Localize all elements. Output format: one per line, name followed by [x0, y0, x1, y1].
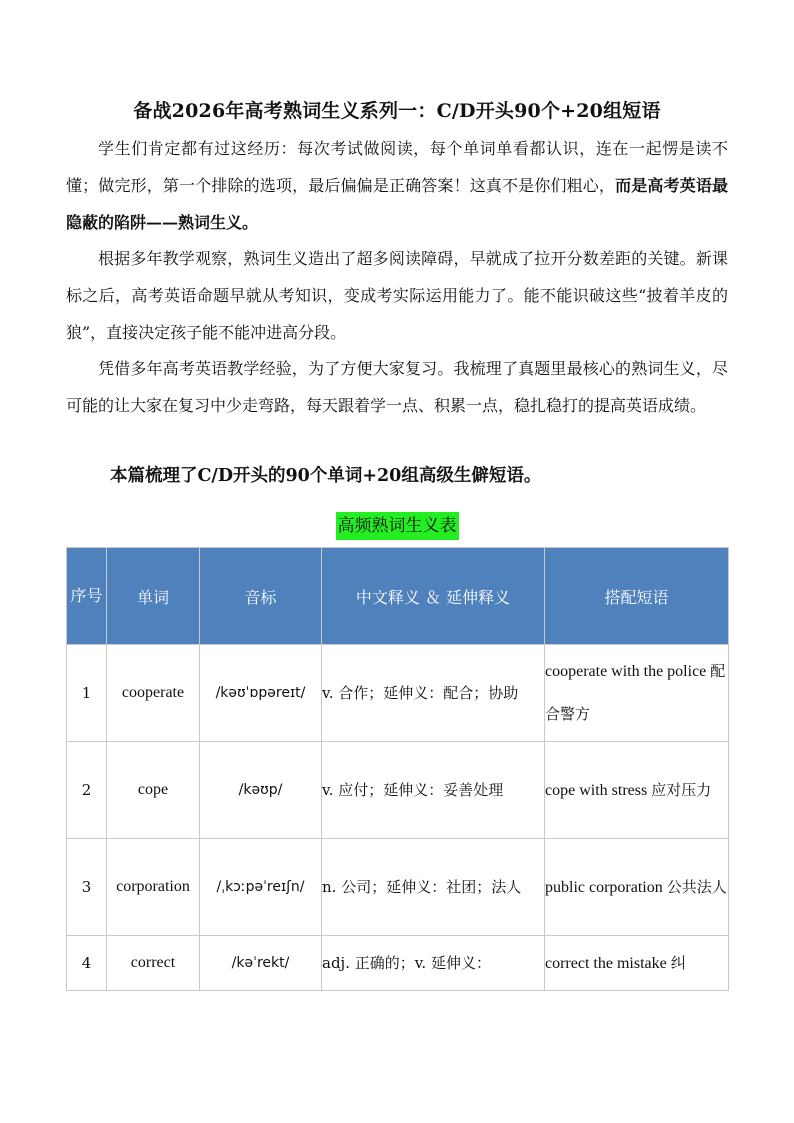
row-phrase [545, 839, 729, 936]
row-phrase [545, 742, 729, 839]
row-phrase-cn: 公共法人 [666, 877, 727, 896]
table-header-row [67, 548, 729, 645]
row-phrase-cn: 应对压力 [651, 780, 712, 799]
row-phrase-en: cooperate with the police [545, 663, 707, 680]
table-row [67, 839, 729, 936]
table-caption: 高频熟词生义表 [336, 512, 459, 540]
row-word: cooperate [107, 645, 200, 742]
row-phrase [545, 936, 729, 991]
intro-paragraph-1-emphasis: 而是高考英语最隐蔽的陷阱——熟词生义。 [66, 176, 728, 232]
row-phrase-text [545, 942, 728, 984]
summary-line: 本篇梳理了C/D开头的90个单词+20组高级生僻短语。 [110, 466, 542, 486]
header-ipa: 音标 [200, 548, 322, 645]
row-phrase-en: cope with stress [545, 781, 648, 799]
row-num: 4 [67, 936, 107, 991]
row-meaning [322, 936, 545, 991]
intro-paragraph-1-text: 学生们肯定都有过这经历：每次考试做阅读，每个单词单看都认识，连在一起愣是读不懂；做完形，第一个排除的选项，最后偏偏是正确答案！这真不是你们粗心， [66, 139, 728, 195]
row-meaning: n. 公司；延伸义：社团；法人 [322, 839, 545, 936]
vocabulary-table [66, 547, 729, 991]
row-meaning: v. 合作；延伸义：配合；协助 [322, 645, 545, 742]
intro-paragraph-3: 凭借多年高考英语教学经验，为了方便大家复习。我梳理了真题里最核心的熟词生义，尽可能的让大家在复习中少走弯路，每天跟着学一点、积累一点，稳扎稳打的提高英语成绩。 [66, 359, 728, 415]
table-caption-wrapper [66, 512, 728, 540]
row-phrase-en: public corporation [545, 878, 663, 896]
header-meaning: 中文释义 ＆ 延伸释义 [322, 548, 545, 645]
table-row [67, 936, 729, 991]
row-num: 1 [67, 645, 107, 742]
row-meaning: v. 应付；延伸义：妥善处理 [322, 742, 545, 839]
intro-paragraph-1 [66, 130, 728, 241]
row-ipa: /kəˈrekt/ [200, 936, 322, 991]
header-num: 序号 [67, 548, 107, 645]
table-row [67, 645, 729, 742]
intro-paragraph-2: 根据多年教学观察，熟词生义造出了超多阅读障碍，早就成了拉开分数差距的关键。新课标之后，高考英语命题早就从考知识，变成考实际运用能力了。能不能识破这些“披着羊皮的狼”，直接决定孩子能不能冲进高分段。 [66, 249, 728, 342]
table-row [67, 742, 729, 839]
row-word: correct [107, 936, 200, 991]
document-title: 备战2026年高考熟词生义系列一：C/D开头90个+20组短语 [133, 100, 661, 122]
row-ipa: /kəʊp/ [200, 742, 322, 839]
row-ipa: /kəʊˈɒpəreɪt/ [200, 645, 322, 742]
row-meaning-text: adj. 正确的；v. 延伸义： [322, 954, 491, 972]
row-phrase-cn: 纠 [670, 954, 686, 972]
header-phrase: 搭配短语 [545, 548, 729, 645]
row-word: cope [107, 742, 200, 839]
row-num: 3 [67, 839, 107, 936]
row-num: 2 [67, 742, 107, 839]
row-word: corporation [107, 839, 200, 936]
row-phrase-en: correct the mistake [545, 955, 667, 972]
row-ipa: /ˌkɔːpəˈreɪʃn/ [200, 839, 322, 936]
header-word: 单词 [107, 548, 200, 645]
row-phrase-cn: 配合警方 [545, 662, 726, 723]
row-phrase [545, 645, 729, 742]
